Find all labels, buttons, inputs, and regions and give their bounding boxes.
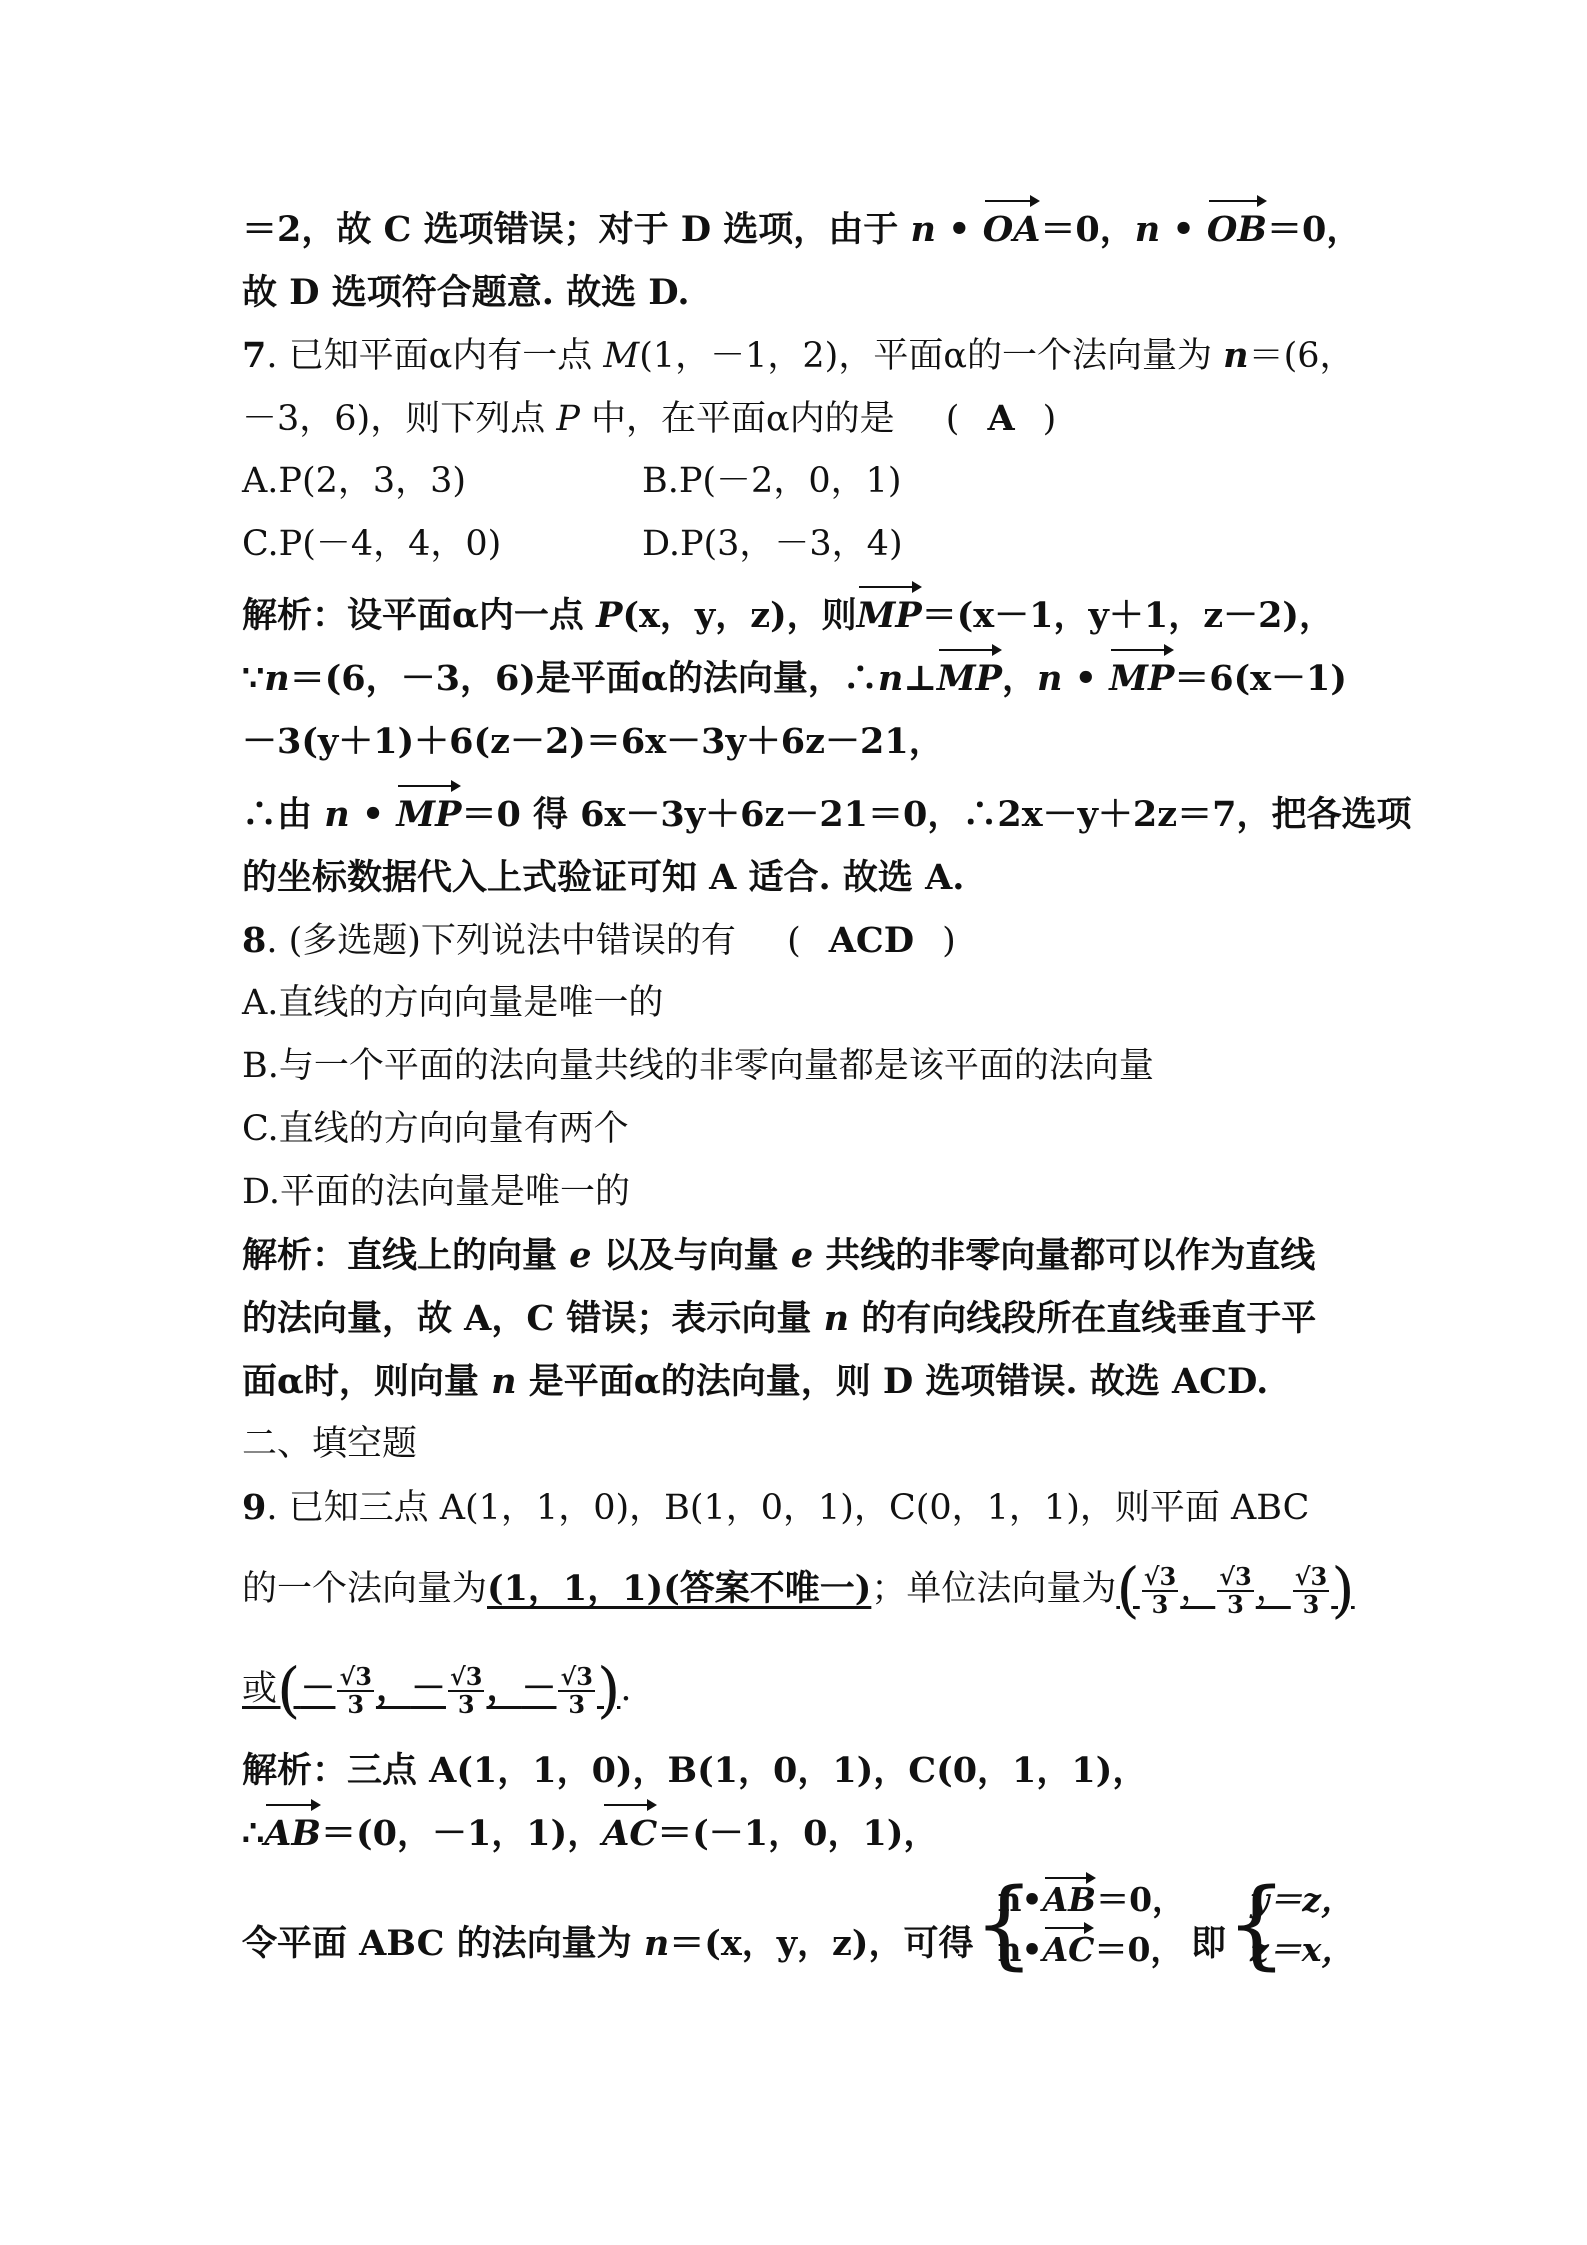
text-segment: 共线的非零向量都可以作为直线 xyxy=(813,1235,1316,1276)
question-7-stem xyxy=(242,387,1362,450)
question-9-answer-line xyxy=(242,1539,1362,1639)
fraction: $\frac{√3}{3}$ xyxy=(1143,1561,1177,1619)
section-heading: 二、填空题 xyxy=(242,1424,418,1464)
text-line xyxy=(242,198,1362,261)
paren-open: ( xyxy=(1116,1555,1140,1626)
vector-e: e xyxy=(569,1235,592,1276)
solution-line: 的坐标数据代入上式验证可知 A 适合. 故选 A. xyxy=(242,857,965,898)
text-segment: －3，6)，则下列点 xyxy=(242,399,557,439)
vector-mp: MP xyxy=(857,584,922,647)
vector-n: n xyxy=(1037,658,1063,699)
text-segment: ∵ xyxy=(242,658,265,699)
equation-system-1: { n•AB＝0， n•AC＝0， xyxy=(979,1875,1185,1975)
solution-line: 解析：三点 A(1，1，0)，B(1，0，1)，C(0，1，1)， xyxy=(242,1750,1148,1791)
vector-n: n xyxy=(910,209,936,250)
answer-close-paren: ) xyxy=(1042,399,1057,439)
question-number: 9 xyxy=(242,1487,267,1528)
vector-n: n xyxy=(324,794,350,835)
text-segment: 令平面 ABC 的法向量为 xyxy=(242,1923,644,1964)
answer-open-paren: ( xyxy=(945,399,960,439)
vector-mp: MP xyxy=(937,647,1002,710)
answer-blank-1: (1，1，1)(答案不唯一) xyxy=(487,1568,872,1609)
math-var: P xyxy=(556,399,580,439)
text-line: 故 D 选项符合题意. 故选 D. xyxy=(242,272,690,313)
solution-line: －3(y＋1)＋6(z－2)＝6x－3y＋6z－21， xyxy=(242,721,944,762)
text-segment: ＝0 得 6x－3y＋6z－21＝0，∴2x－y＋2z＝7，把各选项 xyxy=(461,794,1412,835)
dot-operator: • xyxy=(349,794,397,835)
text-segment: . 已知平面α内有一点 xyxy=(266,336,604,376)
vector-mp: MP xyxy=(396,783,461,846)
text-segment: 解析：设平面α内一点 xyxy=(242,595,597,636)
solution-line xyxy=(242,1287,1362,1350)
equation-system-2: { y＝z， z＝x， xyxy=(1232,1875,1354,1975)
vector-e: e xyxy=(790,1235,814,1276)
option-c: C.P(－4，4，0) xyxy=(242,524,502,564)
text-segment: . (多选题)下列说法中错误的有 xyxy=(266,921,736,961)
dot-operator: • xyxy=(1062,658,1110,699)
solution-line xyxy=(242,584,1362,647)
solution-line xyxy=(242,1224,1362,1287)
text-segment: . 已知三点 A(1，1，0)，B(1，0，1)，C(0，1，1)，则平面 ABC xyxy=(266,1488,1310,1528)
question-9-answer-line: 或(－ $\frac{√3}{3}$ ，－ $\frac{√3}{3}$ ，－ $\frac{√3}{3}$ ). xyxy=(242,1655,632,1726)
vector-n: n xyxy=(823,1298,850,1339)
fraction: $\frac{√3}{3}$ xyxy=(560,1661,593,1719)
vector-oa: OA xyxy=(983,198,1041,261)
question-8-stem xyxy=(242,909,1362,972)
answer-blank-2-cont: 或(－ $\frac{√3}{3}$ ，－ $\frac{√3}{3}$ ，－ $\frac{√3}{3}$ ) xyxy=(242,1655,621,1726)
text-segment: ＝0， xyxy=(1040,209,1135,250)
solution-line xyxy=(242,1350,1362,1413)
math-var: P xyxy=(596,595,623,636)
text-segment: (1，－1，2)，平面α的一个法向量为 xyxy=(639,336,1224,376)
text-segment: ＝6(x－1) xyxy=(1174,658,1347,699)
vector-ab: AB xyxy=(1043,1875,1097,1925)
solution-line xyxy=(242,1802,1362,1865)
question-number: 8 xyxy=(242,920,267,961)
text-segment: ， xyxy=(1001,658,1037,699)
paren-close: ) xyxy=(596,1655,621,1726)
option-a: A.P(2，3，3) xyxy=(242,461,467,501)
fraction: $\frac{√3}{3}$ xyxy=(339,1661,372,1719)
text-segment: ＝(x，y，z)，可得 xyxy=(669,1923,974,1964)
text-segment: (x，y，z)，则 xyxy=(622,595,857,636)
question-7-stem xyxy=(242,324,1362,387)
text-segment: ＝(0，－1，1)， xyxy=(321,1813,603,1854)
text-segment: ＝(－1，0，1)， xyxy=(657,1813,939,1854)
fraction: $\frac{√3}{3}$ xyxy=(1219,1561,1252,1619)
vector-ac: AC xyxy=(602,1802,657,1865)
vector-n: n xyxy=(643,1923,670,1964)
fraction: $\frac{√3}{3}$ xyxy=(1294,1561,1328,1619)
text-segment: ＝2，故 C 选项错误；对于 D 选项，由于 xyxy=(242,209,911,250)
option-c: C.直线的方向向量有两个 xyxy=(242,1109,629,1149)
option-a: A.直线的方向向量是唯一的 xyxy=(242,983,664,1023)
text-segment: 面α时，则向量 xyxy=(242,1361,492,1402)
option-b: B.P(－2，0，1) xyxy=(642,461,902,501)
solution-line xyxy=(242,647,1362,710)
dot-operator: • xyxy=(1160,209,1207,250)
answer-blank-2: ( $\frac{√3}{3}$ ， $\frac{√3}{3}$ ， $\frac{√3}{3}$ ) xyxy=(1116,1555,1355,1626)
vector-n: n xyxy=(491,1361,517,1402)
text-segment: 的有向线段所在直线垂直于平 xyxy=(849,1298,1317,1339)
option-row xyxy=(242,450,1362,513)
dot-operator: • xyxy=(935,209,983,250)
vector-mp: MP xyxy=(1109,647,1174,710)
option-b: B.与一个平面的法向量共线的非零向量都是该平面的法向量 xyxy=(242,1046,1154,1086)
fraction: $\frac{√3}{3}$ xyxy=(449,1661,483,1719)
perp-symbol: ⊥ xyxy=(903,658,937,699)
math-var: M xyxy=(603,336,640,376)
text-segment: 的法向量，故 A，C 错误；表示向量 xyxy=(242,1298,824,1339)
solution-line xyxy=(242,1875,1362,1995)
text-segment: 解析：直线上的向量 xyxy=(242,1235,570,1276)
text-segment: ＝(6，－3，6)是平面α的法向量，∴ xyxy=(289,658,878,699)
vector-n: n xyxy=(264,658,290,699)
text-segment: ＝(x－1，y＋1，z－2)， xyxy=(921,595,1334,636)
vector-ab: AB xyxy=(264,1802,321,1865)
page xyxy=(242,198,1412,1995)
text-segment: ＝0， xyxy=(1267,209,1362,250)
answer-close-paren: ) xyxy=(942,921,956,961)
text-segment: 即 xyxy=(1191,1923,1227,1964)
text-segment: 是平面α的法向量，则 D 选项错误. 故选 ACD. xyxy=(516,1361,1269,1402)
text-segment: ＝(6， xyxy=(1248,336,1355,376)
text-segment: 的一个法向量为 xyxy=(242,1569,488,1609)
text-segment: ∴由 xyxy=(242,794,325,835)
question-9-stem xyxy=(242,1476,1362,1539)
vector-ac: AC xyxy=(1043,1925,1095,1975)
text-segment: 中，在平面α内的是 xyxy=(579,399,895,439)
answer-open-paren: ( xyxy=(787,921,801,961)
option-row xyxy=(242,513,1362,576)
vector-n: n xyxy=(877,658,904,699)
vector-n: n xyxy=(1223,335,1249,376)
paren-open: ( xyxy=(277,1655,301,1726)
option-d: D.P(3，－3，4) xyxy=(642,524,903,564)
question-number: 7 xyxy=(242,335,267,376)
solution-line xyxy=(242,783,1412,846)
vector-n: n xyxy=(1134,209,1161,250)
paren-close: ) xyxy=(1331,1555,1355,1626)
text-segment: 以及与向量 xyxy=(591,1235,791,1276)
answer-value: ACD xyxy=(828,920,915,961)
text-segment: ；单位法向量为 xyxy=(871,1569,1117,1609)
text-segment: ∴ xyxy=(242,1813,265,1854)
answer-value: A xyxy=(987,398,1015,439)
option-d: D.平面的法向量是唯一的 xyxy=(242,1172,630,1212)
vector-ob: OB xyxy=(1207,198,1267,261)
